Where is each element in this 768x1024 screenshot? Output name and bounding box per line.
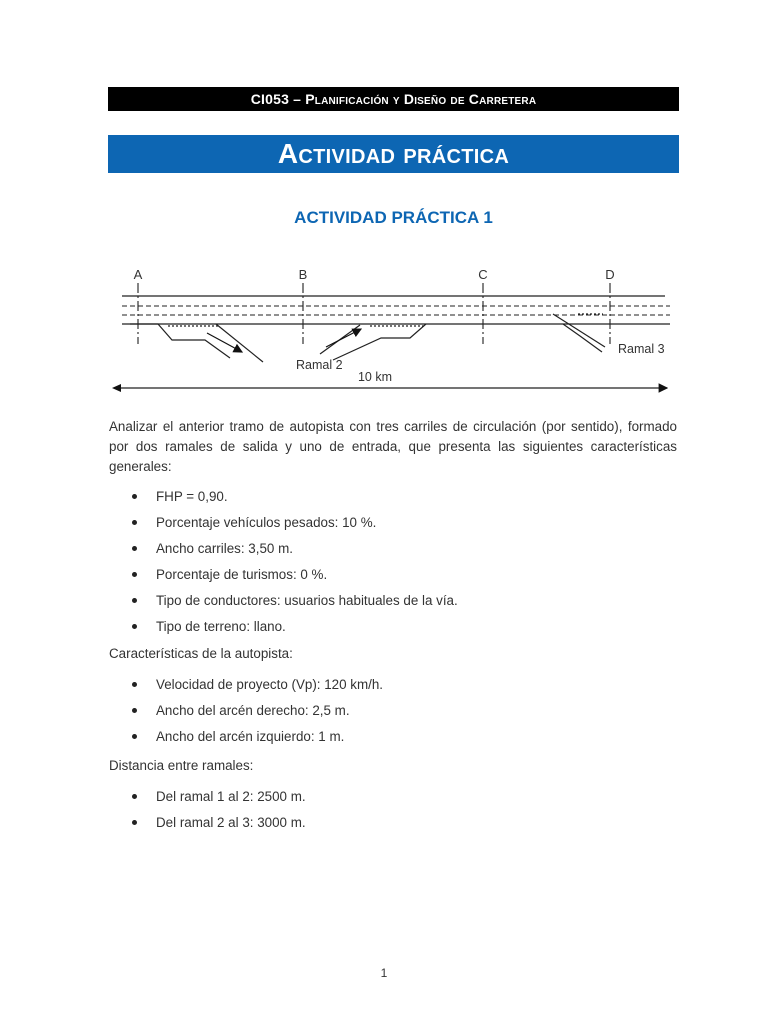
list-item: Ancho del arcén derecho: 2,5 m. [109, 697, 383, 723]
list-item: Velocidad de proyecto (Vp): 120 km/h. [109, 671, 383, 697]
point-label-b: B [298, 267, 308, 282]
bullet-icon [132, 520, 137, 525]
page-number: 1 [380, 966, 388, 980]
highway-characteristics-list [109, 671, 383, 749]
list-item: Porcentaje de turismos: 0 %. [109, 561, 458, 587]
list-item: FHP = 0,90. [109, 483, 458, 509]
bullet-icon [132, 598, 137, 603]
highway-characteristics-heading: Características de la autopista: [109, 646, 293, 661]
ramp-2-arrow [326, 329, 361, 347]
bullet-icon [132, 572, 137, 577]
highway-diagram [108, 262, 672, 398]
list-item: Tipo de conductores: usuarios habituales de la vía. [109, 587, 458, 613]
bullet-icon [132, 494, 137, 499]
point-label-d: D [605, 267, 615, 282]
point-label-c: C [478, 267, 488, 282]
ramp-distance-list [109, 783, 306, 835]
general-characteristics-list [109, 483, 458, 639]
list-item: Del ramal 1 al 2: 2500 m. [109, 783, 306, 809]
course-header-bar: CI053 – Planificación y Diseño de Carretera [108, 87, 679, 111]
ramp-1-arrow [207, 333, 242, 352]
bullet-icon [132, 708, 137, 713]
distance-label: 10 km [357, 370, 393, 384]
bullet-icon [132, 820, 137, 825]
ramp-3-label: Ramal 3 [618, 342, 665, 356]
ramp-1 [130, 324, 263, 362]
list-item: Porcentaje vehículos pesados: 10 %. [109, 509, 458, 535]
bullet-icon [132, 624, 137, 629]
list-item: Ancho del arcén izquierdo: 1 m. [109, 723, 383, 749]
page-title: Actividad práctica [108, 135, 679, 173]
list-item: Ancho carriles: 3,50 m. [109, 535, 458, 561]
point-label-a: A [133, 267, 143, 282]
ramp-2-label: Ramal 2 [296, 358, 343, 372]
intro-paragraph: Analizar el anterior tramo de autopista con tres carriles de circulación (por sentido), formado por dos ramales de salida y uno de entrada, que presenta las siguientes características generales: [109, 419, 677, 474]
list-item: Del ramal 2 al 3: 3000 m. [109, 809, 306, 835]
list-item: Tipo de terreno: llano. [109, 613, 458, 639]
bullet-icon [132, 682, 137, 687]
bullet-icon [132, 794, 137, 799]
bullet-icon [132, 546, 137, 551]
ramp-distance-heading: Distancia entre ramales: [109, 758, 254, 773]
ramp-3 [553, 314, 605, 352]
activity-subtitle: ACTIVIDAD PRÁCTICA 1 [294, 208, 493, 227]
distance-arrow-left-head [112, 384, 121, 392]
bullet-icon [132, 734, 137, 739]
